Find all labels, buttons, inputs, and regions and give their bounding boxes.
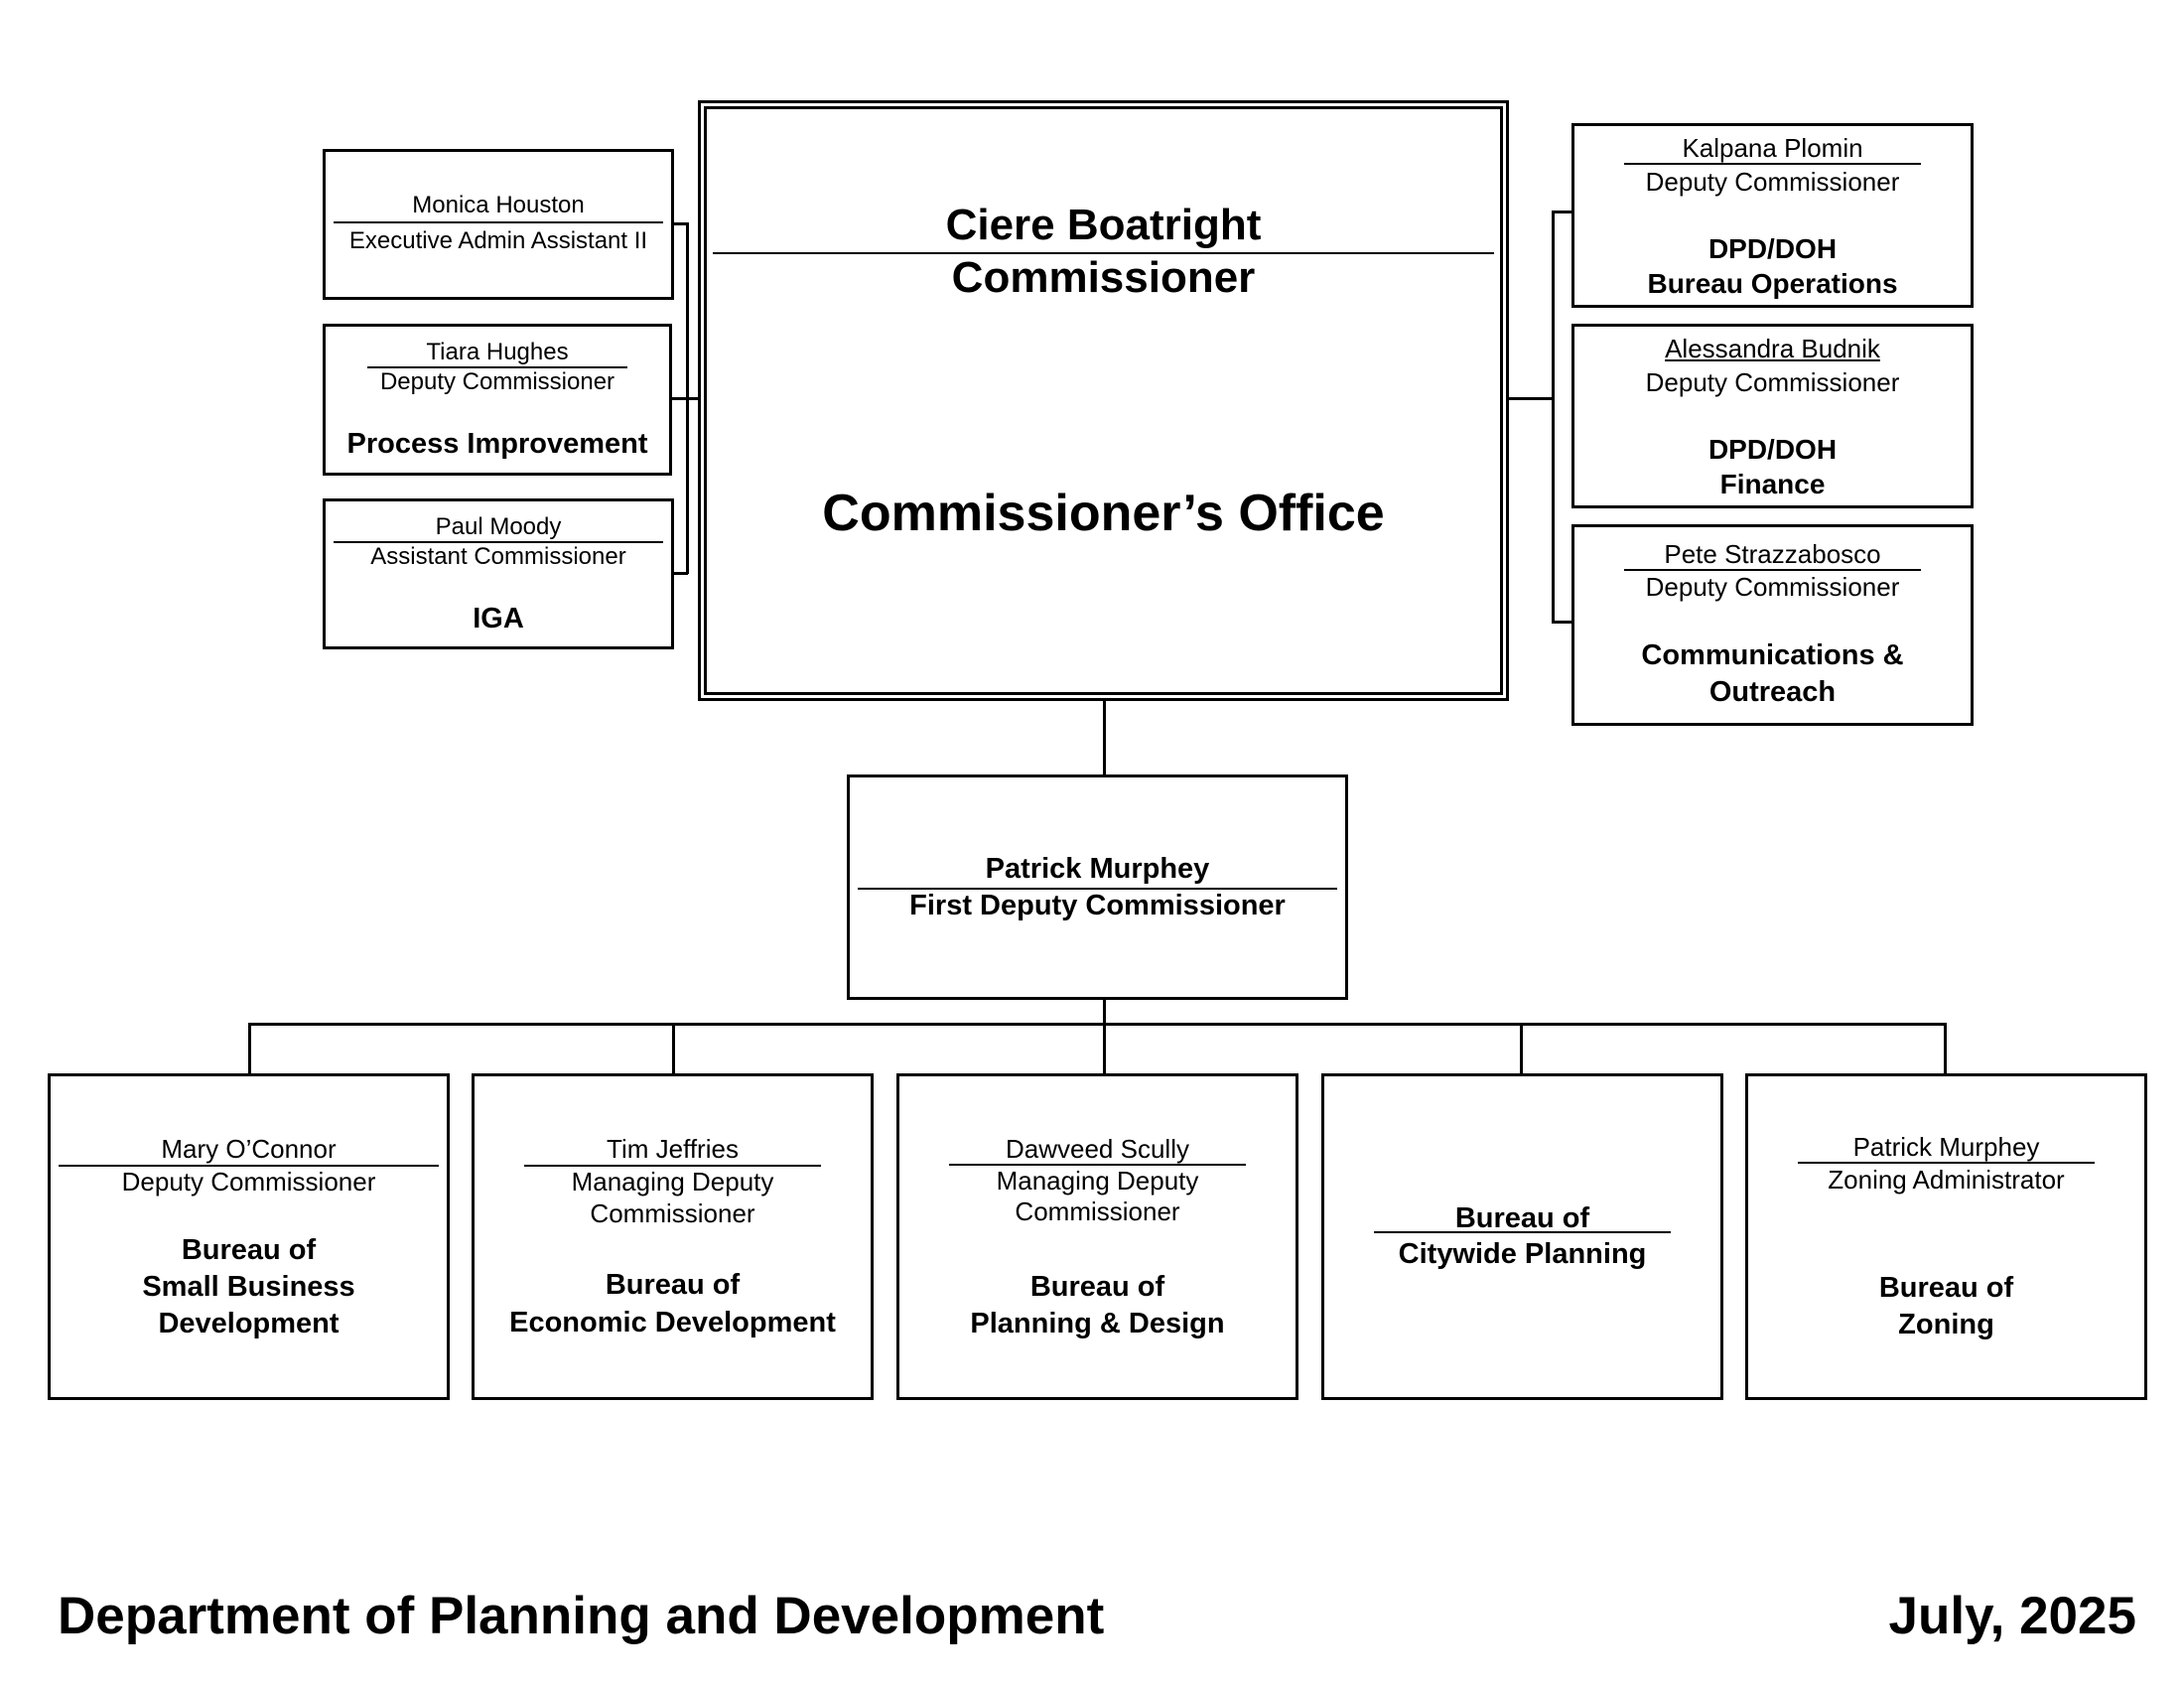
- bureau-unit-line1: Bureau of: [1029, 1271, 1165, 1303]
- bureau-head-title-line2: Commissioner: [1015, 1196, 1180, 1226]
- staff-name: Pete Strazzabosco: [1664, 539, 1881, 569]
- staff-name: Monica Houston: [412, 192, 585, 218]
- commissioner-name: Ciere Boatright: [945, 201, 1262, 249]
- connector-bureau-drop-3: [1103, 1023, 1106, 1073]
- connector-bureau-drop-2: [672, 1023, 675, 1073]
- connector-right-bottom: [1552, 621, 1571, 624]
- staff-divider: [334, 221, 663, 223]
- bureau-head-name: Tim Jeffries: [607, 1134, 739, 1164]
- staff-box-monica-houston: [323, 149, 674, 300]
- bureau-divider: [1798, 1162, 2095, 1164]
- bureau-unit-line2: Small Business: [142, 1271, 355, 1303]
- connector-right-vertical: [1552, 211, 1555, 623]
- bureau-unit-line2: Planning & Design: [970, 1308, 1225, 1339]
- bureau-box-citywide-planning: [1321, 1073, 1723, 1400]
- staff-title: Assistant Commissioner: [370, 543, 626, 570]
- bureau-head-title-line2: Commissioner: [590, 1198, 755, 1228]
- staff-unit: Process Improvement: [346, 428, 648, 460]
- bureau-unit-line1: Bureau of: [1878, 1272, 2014, 1304]
- bureau-unit-line2: Citywide Planning: [1398, 1238, 1647, 1270]
- first-deputy-box: [847, 774, 1348, 1000]
- staff-divider: [1624, 163, 1921, 165]
- connector-left-bottom: [673, 572, 688, 575]
- bureau-unit-line2: Economic Development: [509, 1307, 836, 1338]
- staff-box-pete-strazzabosco: [1571, 524, 1974, 726]
- staff-name: Kalpana Plomin: [1682, 133, 1863, 163]
- commissioner-office: Commissioner’s Office: [822, 485, 1385, 542]
- staff-title: Deputy Commissioner: [379, 368, 615, 395]
- staff-box-kalpana-plomin: [1571, 123, 1974, 308]
- connector-left-mid: [671, 397, 698, 400]
- staff-name: Tiara Hughes: [426, 339, 569, 365]
- bureau-head-title-line1: Managing Deputy: [996, 1166, 1199, 1196]
- bureau-unit-line1: Bureau of: [605, 1269, 741, 1301]
- bureau-head-title-line1: Managing Deputy: [571, 1167, 774, 1196]
- connector-first-deputy-down: [1103, 998, 1106, 1025]
- staff-title: Deputy Commissioner: [1645, 167, 1900, 197]
- bureau-box-zoning: [1745, 1073, 2147, 1400]
- staff-box-tiara-hughes: [323, 324, 672, 476]
- connector-bureau-drop-5: [1944, 1023, 1947, 1073]
- bureau-unit-line1: Bureau of: [1454, 1202, 1590, 1234]
- staff-divider: [1624, 569, 1921, 571]
- bureau-divider: [1374, 1231, 1671, 1233]
- staff-unit-line2: Finance: [1719, 469, 1826, 499]
- staff-unit: IGA: [473, 603, 524, 634]
- staff-unit-line1: DPD/DOH: [1707, 434, 1838, 465]
- bureau-box-small-business: [48, 1073, 450, 1400]
- staff-unit-line2: Bureau Operations: [1647, 268, 1898, 299]
- bureau-head-title: Zoning Administrator: [1828, 1165, 2065, 1195]
- bureau-box-planning-design: [896, 1073, 1298, 1400]
- connector-bureau-horizontal: [248, 1023, 1947, 1026]
- bureau-head-name: Patrick Murphey: [1852, 1132, 2040, 1162]
- bureau-head-name: Mary O’Connor: [161, 1134, 337, 1164]
- staff-title: Executive Admin Assistant II: [348, 227, 648, 254]
- bureau-unit-line2: Zoning: [1898, 1309, 1994, 1340]
- connector-right-mid: [1509, 397, 1555, 400]
- bureau-unit-line1: Bureau of: [181, 1234, 317, 1266]
- staff-name: Paul Moody: [435, 513, 562, 540]
- commissioner-box: [704, 106, 1503, 695]
- department-title: Department of Planning and Development: [58, 1587, 1105, 1645]
- connector-commissioner-to-first-deputy: [1103, 701, 1106, 774]
- connector-right-top: [1552, 211, 1571, 213]
- bureau-unit-line3: Development: [158, 1308, 340, 1339]
- staff-title: Deputy Commissioner: [1645, 367, 1900, 397]
- connector-bureau-drop-4: [1520, 1023, 1523, 1073]
- staff-unit-line2: Outreach: [1708, 676, 1837, 708]
- connector-bureau-drop-1: [248, 1023, 251, 1073]
- first-deputy-title: First Deputy Commissioner: [909, 890, 1286, 921]
- staff-name: Alessandra Budnik: [1665, 334, 1880, 363]
- bureau-head-name: Dawveed Scully: [1006, 1134, 1189, 1164]
- staff-title: Deputy Commissioner: [1645, 572, 1900, 602]
- first-deputy-name: Patrick Murphey: [985, 853, 1210, 885]
- chart-date: July, 2025: [1888, 1587, 2136, 1645]
- staff-unit-line1: DPD/DOH: [1707, 233, 1838, 264]
- staff-box-alessandra-budnik: [1571, 324, 1974, 508]
- commissioner-title: Commissioner: [951, 253, 1256, 302]
- staff-unit-line1: Communications &: [1641, 639, 1904, 671]
- bureau-head-title: Deputy Commissioner: [121, 1167, 376, 1196]
- bureau-box-economic-development: [472, 1073, 874, 1400]
- staff-box-paul-moody: [323, 498, 674, 649]
